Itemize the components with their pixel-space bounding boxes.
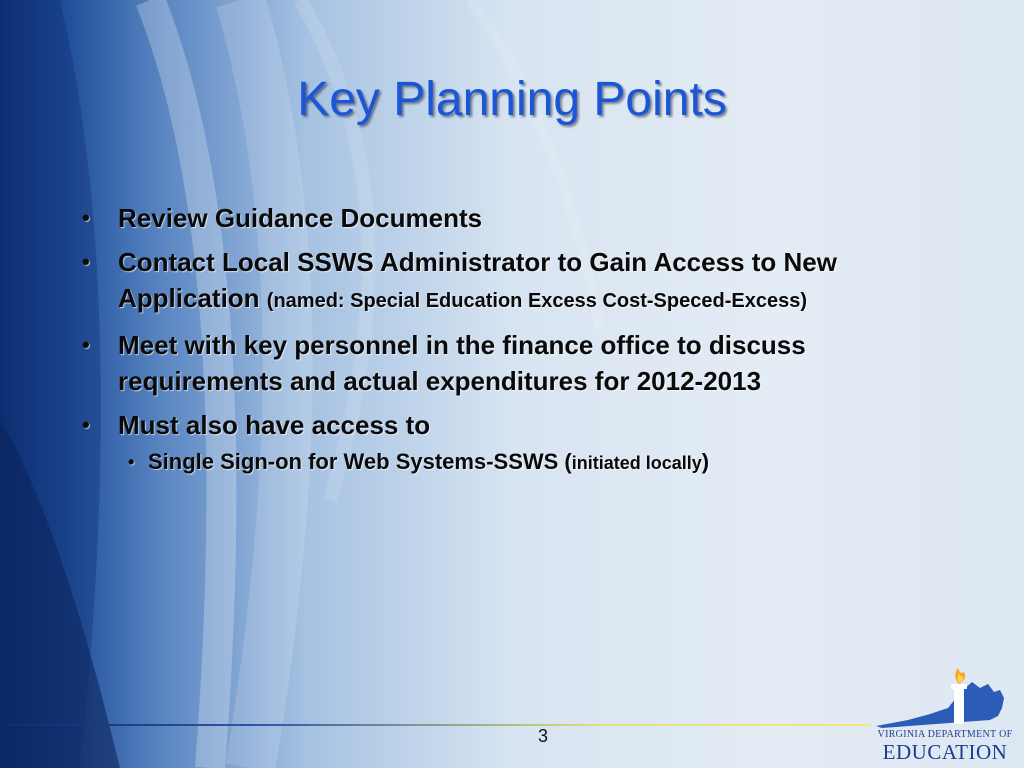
sub-bullet-close: ) <box>701 449 710 474</box>
logo-subtitle: VIRGINIA DEPARTMENT OF <box>877 729 1013 740</box>
bullet-item <box>78 327 928 399</box>
sub-bullet-text: Single Sign-on for Web Systems-SSWS ( <box>148 449 572 474</box>
bullet-text: Review Guidance Documents <box>118 203 483 233</box>
bullet-marker: • <box>82 412 90 437</box>
bullet-item <box>78 407 928 478</box>
bullet-item <box>78 200 928 236</box>
sub-bullet-marker: • <box>128 452 135 472</box>
bullet-note: (named: Special Education Excess Cost-Speced-Excess) <box>266 290 807 312</box>
bullet-list <box>78 200 928 486</box>
logo-title: EDUCATION <box>882 740 1008 764</box>
bullet-text: Must also have access to <box>118 410 431 440</box>
bullet-item <box>78 244 928 319</box>
bullet-marker: • <box>82 249 90 274</box>
bullet-text: Contact Local SSWS Administrator to Gain Access to New Application <box>118 247 837 313</box>
sub-bullet-item <box>118 447 928 478</box>
sub-bullet-list <box>118 447 928 478</box>
page-number: 3 <box>537 726 548 746</box>
slide-title: Key Planning Points <box>297 73 727 126</box>
footer-divider <box>0 724 870 726</box>
bullet-marker: • <box>82 332 90 357</box>
bullet-marker: • <box>82 205 90 230</box>
bullet-text: Meet with key personnel in the finance office to discuss requirements and actual expenditures for 2012-2013 <box>118 330 806 396</box>
sub-bullet-note: initiated locally <box>571 453 702 473</box>
